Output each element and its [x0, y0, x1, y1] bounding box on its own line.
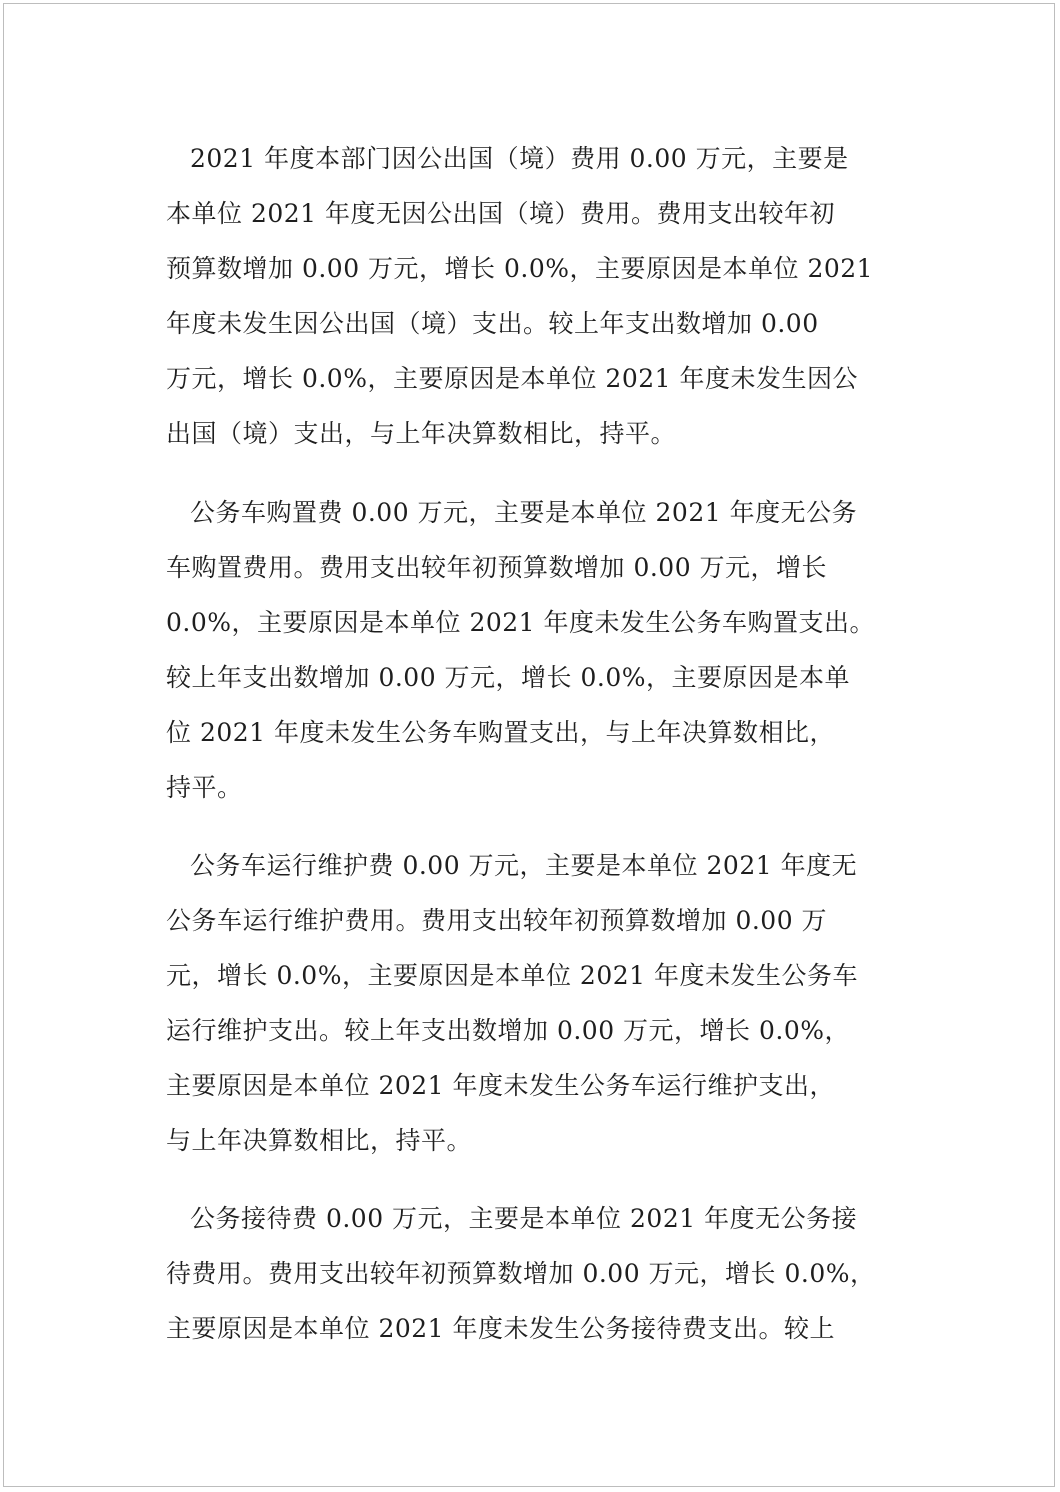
- text-line: 本单位 2021 年度无因公出国（境）费用。费用支出较年初: [166, 199, 836, 228]
- text-line: 公务车购置费 0.00 万元，主要是本单位 2021 年度无公务: [190, 498, 858, 527]
- text-line: 万元，增长 0.0%，主要原因是本单位 2021 年度未发生因公: [166, 364, 858, 393]
- text-line: 主要原因是本单位 2021 年度未发生公务车运行维护支出，: [166, 1071, 836, 1100]
- text-line: 主要原因是本单位 2021 年度未发生公务接待费支出。较上: [166, 1314, 836, 1343]
- text-line: 位 2021 年度未发生公务车购置支出，与上年决算数相比，: [166, 718, 836, 747]
- paragraph-reception: [166, 1191, 906, 1356]
- paragraph-vehicle-maintenance: [166, 838, 906, 1168]
- text-line: 元，增长 0.0%，主要原因是本单位 2021 年度未发生公务车: [166, 961, 858, 990]
- text-line: 2021 年度本部门因公出国（境）费用 0.00 万元，主要是: [190, 144, 849, 173]
- text-line: 持平。: [166, 773, 243, 802]
- text-line: 年度未发生因公出国（境）支出。较上年支出数增加 0.00: [166, 309, 819, 338]
- text-line: 0.0%，主要原因是本单位 2021 年度未发生公务车购置支出。: [166, 608, 876, 637]
- paragraph-overseas-travel: [166, 131, 906, 461]
- text-line: 公务车运行维护费 0.00 万元，主要是本单位 2021 年度无: [190, 851, 858, 880]
- text-line: 公务接待费 0.00 万元，主要是本单位 2021 年度无公务接: [190, 1204, 858, 1233]
- text-line: 预算数增加 0.00 万元，增长 0.0%，主要原因是本单位 2021: [166, 254, 874, 283]
- paragraph-vehicle-purchase: [166, 485, 906, 815]
- text-line: 与上年决算数相比，持平。: [166, 1126, 473, 1155]
- text-line: 公务车运行维护费用。费用支出较年初预算数增加 0.00 万: [166, 906, 828, 935]
- text-line: 车购置费用。费用支出较年初预算数增加 0.00 万元，增长: [166, 553, 828, 582]
- text-line: 待费用。费用支出较年初预算数增加 0.00 万元，增长 0.0%，: [166, 1259, 876, 1288]
- text-line: 运行维护支出。较上年支出数增加 0.00 万元，增长 0.0%，: [166, 1016, 851, 1045]
- text-line: 出国（境）支出，与上年决算数相比，持平。: [166, 419, 677, 448]
- text-line: 较上年支出数增加 0.00 万元，增长 0.0%，主要原因是本单: [166, 663, 851, 692]
